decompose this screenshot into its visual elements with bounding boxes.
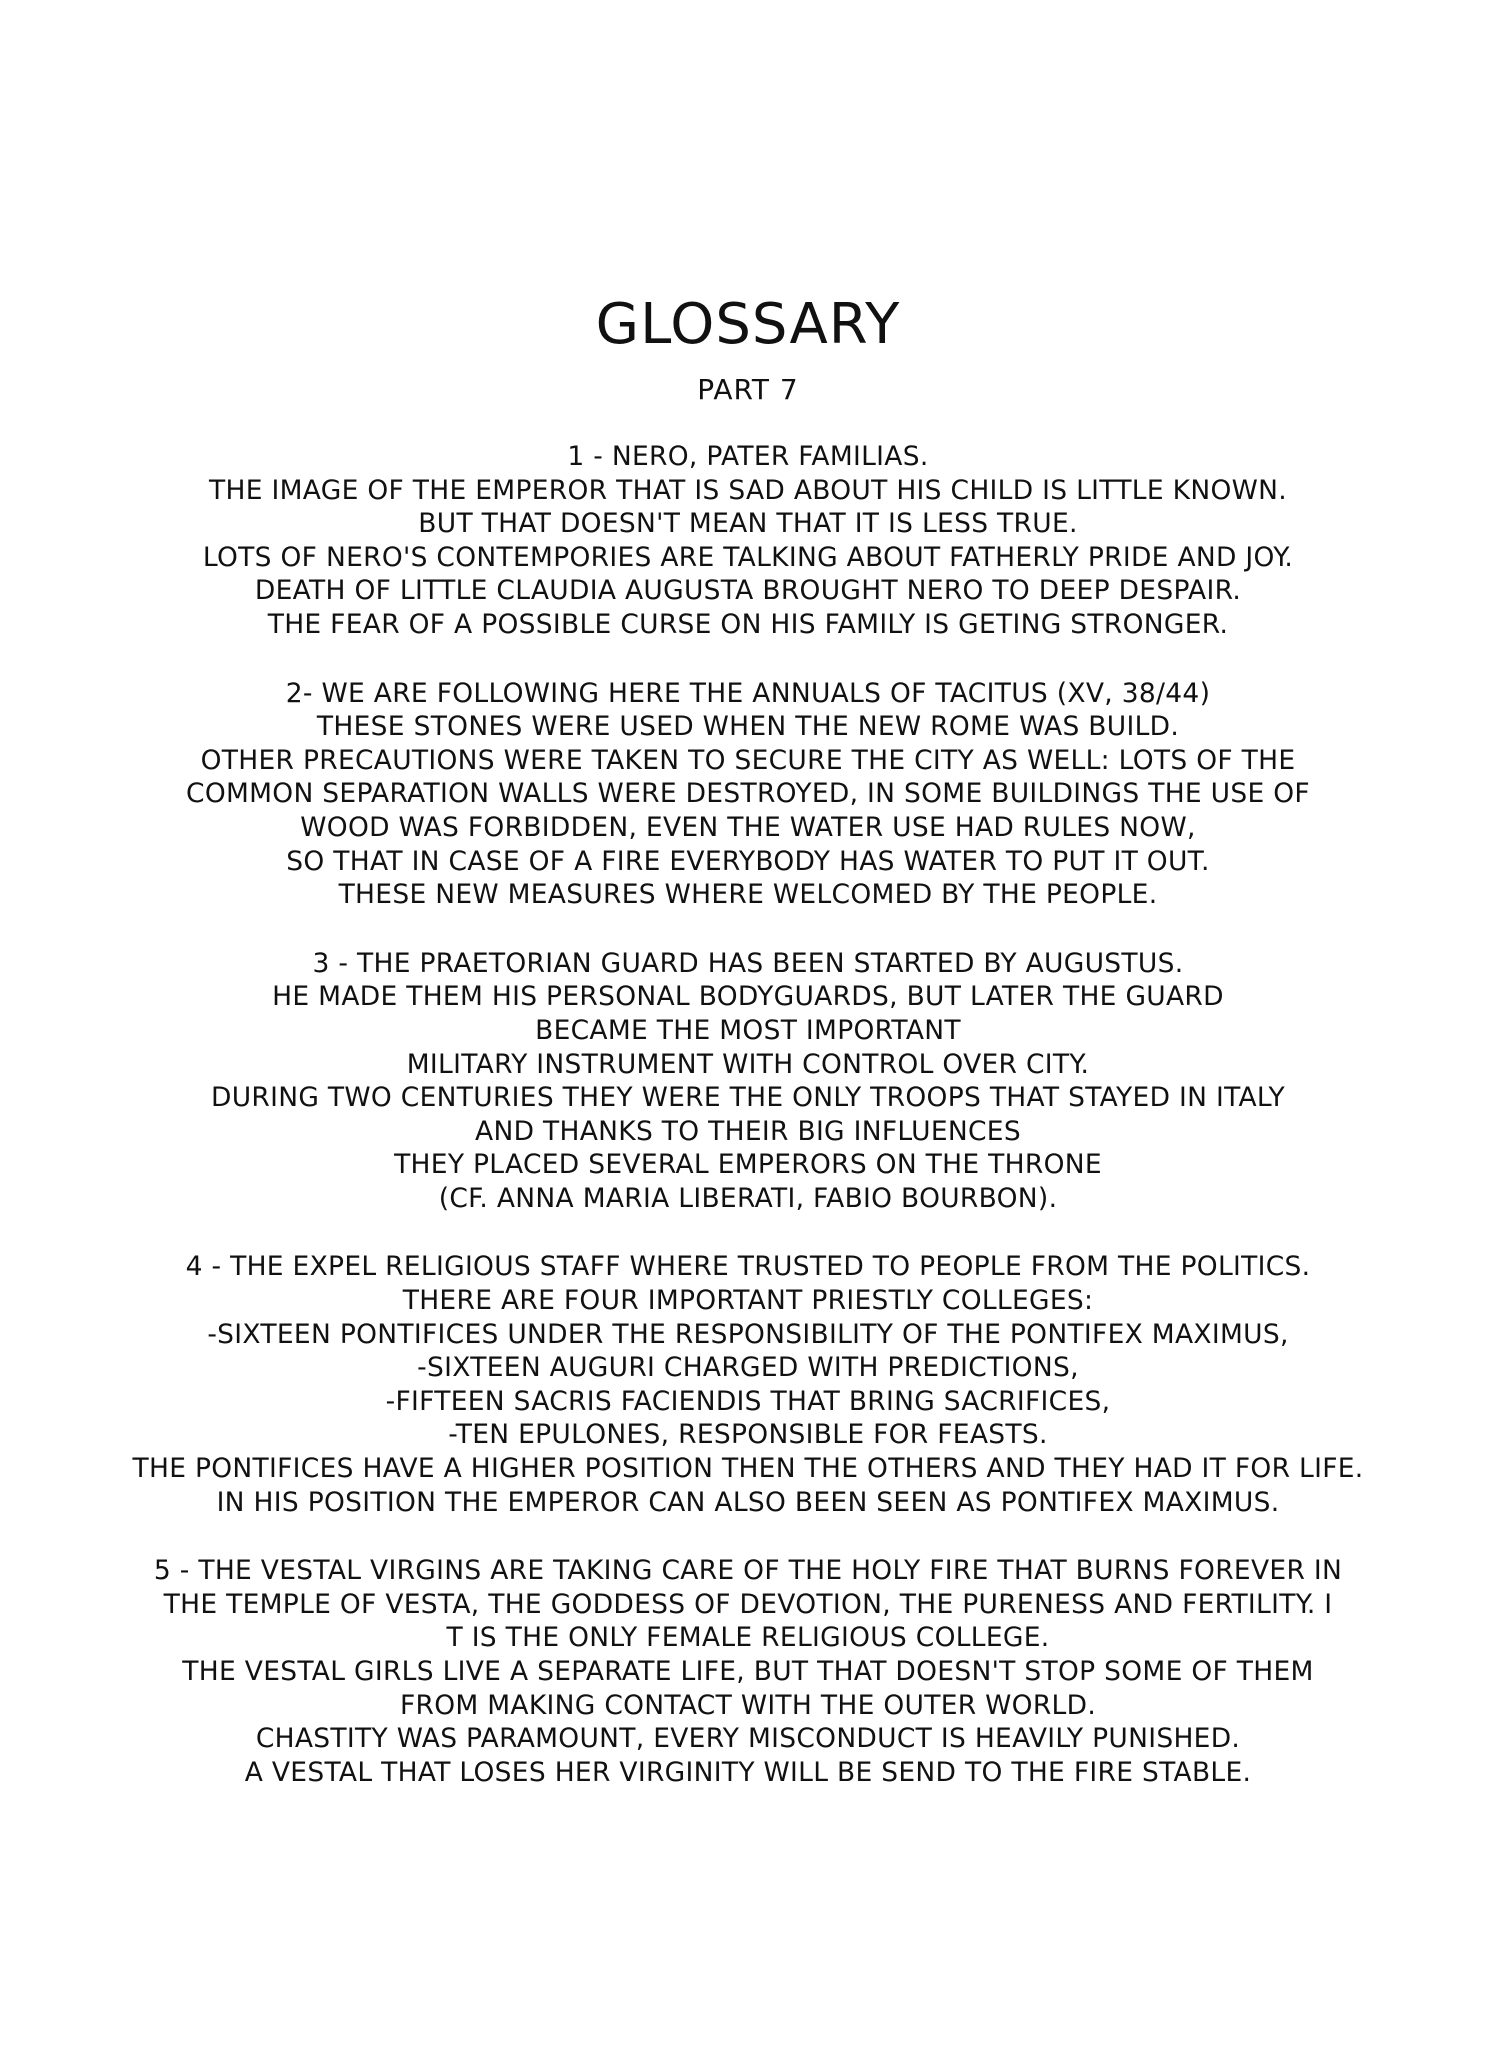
glossary-entry-line: COMMON SEPARATION WALLS WERE DESTROYED, IN SOME BUILDINGS THE USE OF (186, 778, 1310, 810)
glossary-entry-line: THE PONTIFICES HAVE A HIGHER POSITION THEN THE OTHERS AND THEY HAD IT FOR LIFE. (132, 1453, 1364, 1485)
glossary-entry-line: FROM MAKING CONTACT WITH THE OUTER WORLD. (399, 1689, 1097, 1721)
glossary-entry-line: THE VESTAL GIRLS LIVE A SEPARATE LIFE, BUT THAT DOESN'T STOP SOME OF THEM (182, 1656, 1314, 1687)
glossary-entry-line: LOTS OF NERO'S CONTEMPORIES ARE TALKING ABOUT FATHERLY PRIDE AND JOY. (202, 541, 1294, 573)
glossary-entry-line: A VESTAL THAT LOSES HER VIRGINITY WILL BE SEND TO THE FIRE STABLE. (244, 1756, 1252, 1788)
glossary-entry-line: THESE NEW MEASURES WHERE WELCOMED BY THE PEOPLE. (338, 879, 1158, 911)
glossary-entry-line: THEY PLACED SEVERAL EMPERORS ON THE THRONE (394, 1149, 1102, 1181)
glossary-entry-line: -TEN EPULONES, RESPONSIBLE FOR FEASTS. (448, 1419, 1048, 1451)
glossary-entry-3 (40, 947, 1456, 1216)
glossary-entry-1 (40, 440, 1456, 642)
glossary-entry-2 (40, 677, 1456, 912)
glossary-entry-line: OTHER PRECAUTIONS WERE TAKEN TO SECURE THE CITY AS WELL: LOTS OF THE (200, 744, 1296, 776)
glossary-entry-line: THERE ARE FOUR IMPORTANT PRIESTLY COLLEGES: (402, 1285, 1094, 1317)
glossary-entry-line: 4 - THE EXPEL RELIGIOUS STAFF WHERE TRUSTED TO PEOPLE FROM THE POLITICS. (185, 1251, 1311, 1283)
glossary-entry-line: THE FEAR OF A POSSIBLE CURSE ON HIS FAMILY IS GETING STRONGER. (267, 608, 1229, 640)
glossary-entry-line: -FIFTEEN SACRIS FACIENDIS THAT BRING SACRIFICES, (385, 1385, 1111, 1417)
glossary-entry-line: IN HIS POSITION THE EMPEROR CAN ALSO BEEN SEEN AS PONTIFEX MAXIMUS. (216, 1486, 1280, 1518)
glossary-entry-line: THE IMAGE OF THE EMPEROR THAT IS SAD ABOUT HIS CHILD IS LITTLE KNOWN. (209, 474, 1287, 506)
glossary-entry-line: HE MADE THEM HIS PERSONAL BODYGUARDS, BUT LATER THE GUARD (272, 981, 1224, 1013)
glossary-entry-line: -SIXTEEN PONTIFICES UNDER THE RESPONSIBILITY OF THE PONTIFEX MAXIMUS, (207, 1318, 1289, 1350)
glossary-entry-line: 3 - THE PRAETORIAN GUARD HAS BEEN STARTED BY AUGUSTUS. (312, 947, 1184, 979)
glossary-entry-line: -SIXTEEN AUGURI CHARGED WITH PREDICTIONS, (417, 1352, 1079, 1384)
glossary-entry-line: 2- WE ARE FOLLOWING HERE THE ANNUALS OF TACITUS (XV, 38/44) (285, 677, 1211, 709)
glossary-entries (40, 440, 1456, 1824)
glossary-entry-line: BUT THAT DOESN'T MEAN THAT IT IS LESS TRUE. (418, 508, 1078, 540)
glossary-entry-5 (40, 1554, 1456, 1789)
glossary-entry-line: SO THAT IN CASE OF A FIRE EVERYBODY HAS WATER TO PUT IT OUT. (286, 845, 1210, 877)
glossary-entry-line: MILITARY INSTRUMENT WITH CONTROL OVER CITY. (406, 1048, 1090, 1080)
glossary-entry-line: (CF. ANNA MARIA LIBERATI, FABIO BOURBON). (438, 1182, 1058, 1214)
glossary-entry-line: 1 - NERO, PATER FAMILIAS. (567, 441, 929, 472)
glossary-entry-line: DEATH OF LITTLE CLAUDIA AUGUSTA BROUGHT NERO TO DEEP DESPAIR. (254, 575, 1242, 607)
glossary-entry-line: 5 - THE VESTAL VIRGINS ARE TAKING CARE OF THE HOLY FIRE THAT BURNS FOREVER IN (153, 1555, 1343, 1587)
glossary-entry-line: THESE STONES WERE USED WHEN THE NEW ROME WAS BUILD. (316, 711, 1180, 743)
glossary-entry-line: THE TEMPLE OF VESTA, THE GODDESS OF DEVOTION, THE PURENESS AND FERTILITY. I (163, 1588, 1333, 1620)
page-title: GLOSSARY (595, 292, 901, 357)
page-subtitle: PART 7 (697, 373, 799, 406)
glossary-entry-line: AND THANKS TO THEIR BIG INFLUENCES (475, 1115, 1021, 1147)
glossary-entry-line: T IS THE ONLY FEMALE RELIGIOUS COLLEGE. (446, 1622, 1050, 1654)
glossary-entry-line: WOOD WAS FORBIDDEN, EVEN THE WATER USE HAD RULES NOW, (300, 811, 1196, 843)
glossary-entry-4 (40, 1250, 1456, 1519)
glossary-entry-line: CHASTITY WAS PARAMOUNT, EVERY MISCONDUCT IS HEAVILY PUNISHED. (255, 1723, 1241, 1755)
glossary-entry-line: DURING TWO CENTURIES THEY WERE THE ONLY TROOPS THAT STAYED IN ITALY (211, 1082, 1285, 1114)
glossary-entry-line: BECAME THE MOST IMPORTANT (535, 1014, 961, 1046)
